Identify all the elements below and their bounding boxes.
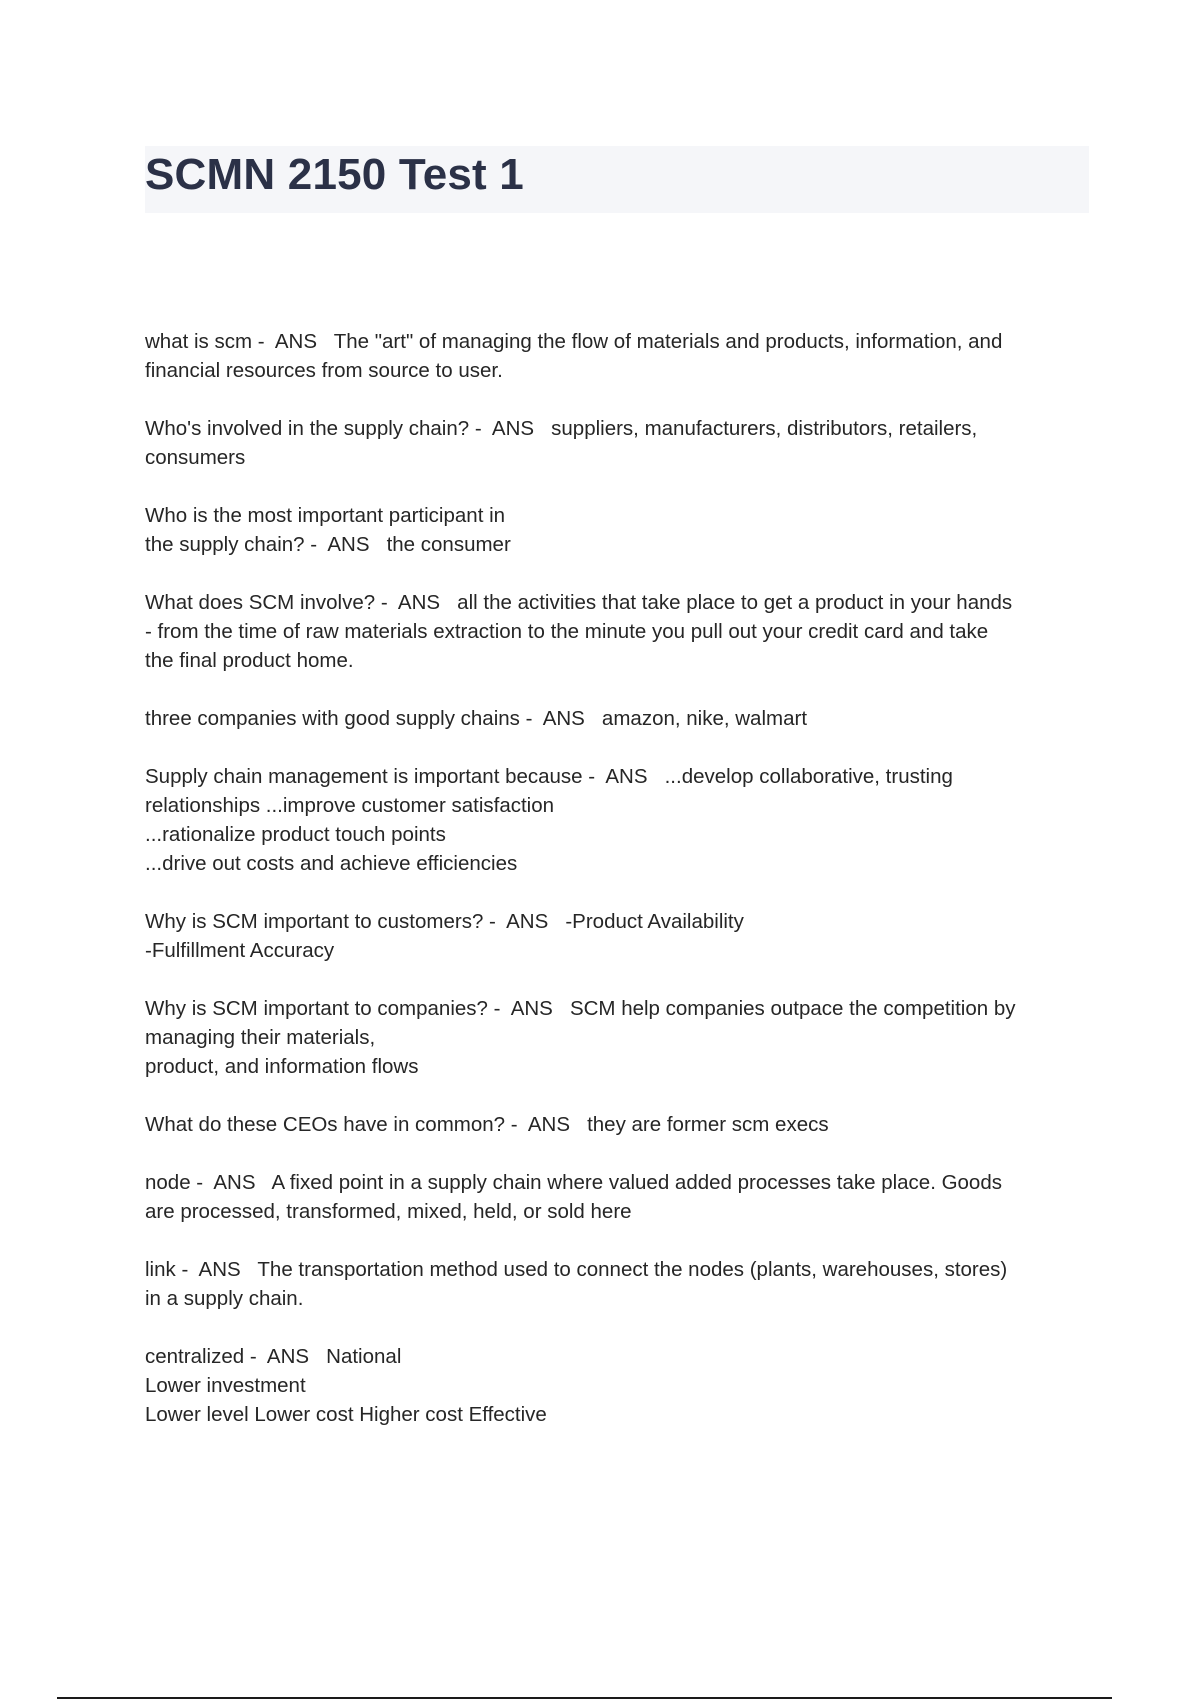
qa-line: three companies with good supply chains - ANS amazon, nike, walmart bbox=[145, 707, 808, 730]
qa-list bbox=[145, 327, 1095, 1458]
qa-line: - from the time of raw materials extraction to the minute you pull out your credit card and take bbox=[145, 620, 989, 643]
qa-line: centralized - ANS National bbox=[145, 1345, 402, 1368]
qa-line: consumers bbox=[145, 446, 246, 469]
qa-line: What does SCM involve? - ANS all the activities that take place to get a product in your hands bbox=[145, 591, 1013, 614]
qa-entry bbox=[145, 1342, 1095, 1429]
qa-line: financial resources from source to user. bbox=[145, 359, 503, 382]
qa-line: managing their materials, bbox=[145, 1026, 376, 1049]
qa-line: link - ANS The transportation method used to connect the nodes (plants, warehouses, stores) bbox=[145, 1258, 1008, 1281]
qa-line: Supply chain management is important because - ANS ...develop collaborative, trusting bbox=[145, 765, 953, 788]
qa-entry bbox=[145, 327, 1095, 385]
qa-line: -Fulfillment Accuracy bbox=[145, 939, 335, 962]
qa-line: in a supply chain. bbox=[145, 1287, 304, 1310]
qa-line: ...rationalize product touch points bbox=[145, 823, 446, 846]
qa-line: Who's involved in the supply chain? - ANS suppliers, manufacturers, distributors, retailers, bbox=[145, 417, 978, 440]
qa-line: Lower investment bbox=[145, 1374, 306, 1397]
qa-entry bbox=[145, 1255, 1095, 1313]
qa-entry bbox=[145, 994, 1095, 1081]
qa-line: ...drive out costs and achieve efficiencies bbox=[145, 852, 518, 875]
qa-line: what is scm - ANS The "art" of managing the flow of materials and products, information, and bbox=[145, 330, 1003, 353]
qa-line: relationships ...improve customer satisfaction bbox=[145, 794, 555, 817]
qa-line: node - ANS A fixed point in a supply chain where valued added processes take place. Goods bbox=[145, 1171, 1002, 1194]
qa-entry bbox=[145, 1110, 1095, 1139]
qa-entry bbox=[145, 588, 1095, 675]
qa-line: Why is SCM important to companies? - ANS SCM help companies outpace the competition by bbox=[145, 997, 1016, 1020]
qa-line: Why is SCM important to customers? - ANS -Product Availability bbox=[145, 910, 744, 933]
qa-line: the supply chain? - ANS the consumer bbox=[145, 533, 511, 556]
qa-line: Who is the most important participant in bbox=[145, 504, 506, 527]
qa-entry bbox=[145, 501, 1095, 559]
qa-line: product, and information flows bbox=[145, 1055, 419, 1078]
qa-entry bbox=[145, 414, 1095, 472]
title-band bbox=[145, 146, 1089, 213]
qa-line: What do these CEOs have in common? - ANS they are former scm execs bbox=[145, 1113, 829, 1136]
qa-entry bbox=[145, 704, 1095, 733]
qa-entry bbox=[145, 762, 1095, 878]
qa-line: the final product home. bbox=[145, 649, 354, 672]
qa-line: are processed, transformed, mixed, held, or sold here bbox=[145, 1200, 632, 1223]
footer-divider bbox=[57, 1697, 1112, 1699]
qa-line: Lower level Lower cost Higher cost Effective bbox=[145, 1403, 547, 1426]
qa-entry bbox=[145, 1168, 1095, 1226]
qa-entry bbox=[145, 907, 1095, 965]
page-title: SCMN 2150 Test 1 bbox=[145, 150, 524, 199]
